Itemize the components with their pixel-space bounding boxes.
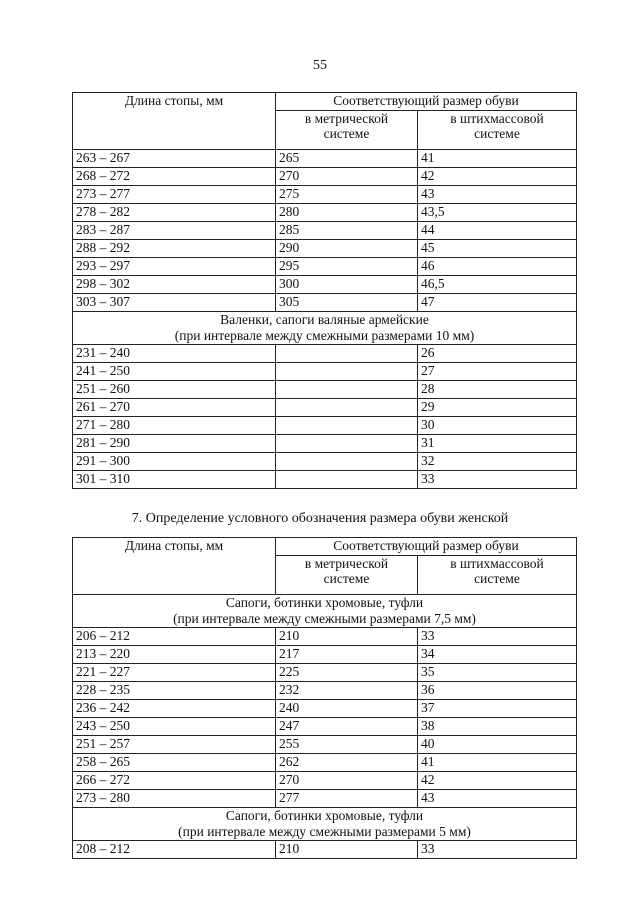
table-row	[73, 646, 577, 664]
metric-size-cell	[276, 453, 418, 471]
metric-size-cell: 270	[276, 168, 418, 186]
section-title: Сапоги, ботинки хромовые, туфли	[225, 595, 424, 610]
rows-group	[73, 345, 577, 489]
stroke-size-cell: 43	[418, 186, 577, 204]
table-row	[73, 790, 577, 808]
foot-length-cell: 301 – 310	[73, 471, 276, 489]
metric-size-cell: 247	[276, 718, 418, 736]
shoe-size-table-men	[72, 92, 577, 489]
foot-length-cell: 283 – 287	[73, 222, 276, 240]
foot-length-cell: 213 – 220	[73, 646, 276, 664]
table-row	[73, 381, 577, 399]
table-row	[73, 435, 577, 453]
section-interval-note: (при интервале между смежными размерами 10 мм)	[174, 328, 475, 343]
metric-size-cell	[276, 417, 418, 435]
section-header-chrome-boots-5	[73, 808, 577, 841]
header-stroke-line1: в штихмассовой	[450, 556, 544, 571]
foot-length-cell: 228 – 235	[73, 682, 276, 700]
table-row	[73, 258, 577, 276]
stroke-size-cell: 37	[418, 700, 577, 718]
header-foot-length: Длина стопы, мм	[73, 538, 276, 595]
metric-size-cell	[276, 381, 418, 399]
table-row	[73, 399, 577, 417]
stroke-size-cell: 34	[418, 646, 577, 664]
foot-length-cell: 273 – 280	[73, 790, 276, 808]
table-row	[73, 754, 577, 772]
foot-length-cell: 251 – 260	[73, 381, 276, 399]
stroke-size-cell: 43	[418, 790, 577, 808]
foot-length-cell: 281 – 290	[73, 435, 276, 453]
table-row	[73, 841, 577, 859]
stroke-size-cell: 38	[418, 718, 577, 736]
header-metric-system	[276, 556, 418, 595]
stroke-size-cell: 33	[418, 628, 577, 646]
stroke-size-cell: 30	[418, 417, 577, 435]
stroke-size-cell: 44	[418, 222, 577, 240]
table-row	[73, 417, 577, 435]
table-row	[73, 240, 577, 258]
table-row	[73, 664, 577, 682]
table-row	[73, 186, 577, 204]
metric-size-cell	[276, 399, 418, 417]
rows-group	[73, 841, 577, 859]
stroke-size-cell: 46,5	[418, 276, 577, 294]
metric-size-cell: 300	[276, 276, 418, 294]
stroke-size-cell: 43,5	[418, 204, 577, 222]
table-row	[73, 363, 577, 381]
metric-size-cell	[276, 435, 418, 453]
stroke-size-cell: 42	[418, 168, 577, 186]
foot-length-cell: 206 – 212	[73, 628, 276, 646]
stroke-size-cell: 42	[418, 772, 577, 790]
metric-size-cell: 285	[276, 222, 418, 240]
metric-size-cell: 280	[276, 204, 418, 222]
metric-size-cell: 277	[276, 790, 418, 808]
table-row	[73, 222, 577, 240]
metric-size-cell	[276, 471, 418, 489]
foot-length-cell: 273 – 277	[73, 186, 276, 204]
header-foot-length: Длина стопы, мм	[73, 93, 276, 150]
table-row	[73, 471, 577, 489]
header-metric-line2: системе	[323, 571, 370, 586]
foot-length-cell: 298 – 302	[73, 276, 276, 294]
section-interval-note: (при интервале между смежными размерами 7,5 мм)	[173, 611, 476, 626]
metric-size-cell: 290	[276, 240, 418, 258]
table-row	[73, 772, 577, 790]
metric-size-cell: 265	[276, 150, 418, 168]
table-row	[73, 718, 577, 736]
rows-group	[73, 150, 577, 312]
header-stroke-line2: системе	[474, 571, 520, 586]
foot-length-cell: 266 – 272	[73, 772, 276, 790]
section-7-title: 7. Определение условного обозначения размера обуви женской	[131, 511, 509, 526]
table-row	[73, 453, 577, 471]
stroke-size-cell: 41	[418, 150, 577, 168]
table-row	[73, 168, 577, 186]
section-interval-note: (при интервале между смежными размерами 5 мм)	[178, 824, 471, 839]
foot-length-cell: 258 – 265	[73, 754, 276, 772]
stroke-size-cell: 41	[418, 754, 577, 772]
stroke-size-cell: 46	[418, 258, 577, 276]
header-metric-line2: системе	[323, 126, 370, 141]
stroke-size-cell: 45	[418, 240, 577, 258]
header-stroke-line1: в штихмассовой	[450, 111, 544, 126]
table-row	[73, 150, 577, 168]
header-stroke-system	[418, 556, 577, 595]
metric-size-cell: 262	[276, 754, 418, 772]
metric-size-cell: 305	[276, 294, 418, 312]
foot-length-cell: 241 – 250	[73, 363, 276, 381]
metric-size-cell: 270	[276, 772, 418, 790]
page-number: 55	[313, 58, 327, 73]
table-row	[73, 204, 577, 222]
section-title: Валенки, сапоги валяные армейские	[220, 312, 429, 327]
table-row	[73, 294, 577, 312]
stroke-size-cell: 26	[418, 345, 577, 363]
metric-size-cell: 295	[276, 258, 418, 276]
header-metric-system	[276, 111, 418, 150]
table-row	[73, 700, 577, 718]
foot-length-cell: 208 – 212	[73, 841, 276, 859]
stroke-size-cell: 31	[418, 435, 577, 453]
section-header-felt-boots	[73, 312, 577, 345]
foot-length-cell: 243 – 250	[73, 718, 276, 736]
foot-length-cell: 221 – 227	[73, 664, 276, 682]
foot-length-cell: 236 – 242	[73, 700, 276, 718]
stroke-size-cell: 40	[418, 736, 577, 754]
metric-size-cell: 255	[276, 736, 418, 754]
metric-size-cell: 232	[276, 682, 418, 700]
foot-length-cell: 291 – 300	[73, 453, 276, 471]
shoe-size-table-women	[72, 537, 577, 859]
header-stroke-line2: системе	[474, 126, 520, 141]
header-size-group: Соответствующий размер обуви	[276, 93, 577, 111]
foot-length-cell: 278 – 282	[73, 204, 276, 222]
header-metric-line1: в метрической	[304, 556, 389, 571]
table-row	[73, 682, 577, 700]
foot-length-cell: 293 – 297	[73, 258, 276, 276]
metric-size-cell	[276, 363, 418, 381]
foot-length-cell: 261 – 270	[73, 399, 276, 417]
stroke-size-cell: 47	[418, 294, 577, 312]
table-row	[73, 345, 577, 363]
metric-size-cell: 225	[276, 664, 418, 682]
rows-group	[73, 628, 577, 808]
metric-size-cell	[276, 345, 418, 363]
stroke-size-cell: 36	[418, 682, 577, 700]
header-stroke-system	[418, 111, 577, 150]
header-size-group: Соответствующий размер обуви	[276, 538, 577, 556]
foot-length-cell: 271 – 280	[73, 417, 276, 435]
header-metric-line1: в метрической	[304, 111, 389, 126]
foot-length-cell: 288 – 292	[73, 240, 276, 258]
foot-length-cell: 231 – 240	[73, 345, 276, 363]
stroke-size-cell: 29	[418, 399, 577, 417]
foot-length-cell: 268 – 272	[73, 168, 276, 186]
stroke-size-cell: 33	[418, 841, 577, 859]
foot-length-cell: 303 – 307	[73, 294, 276, 312]
foot-length-cell: 251 – 257	[73, 736, 276, 754]
foot-length-cell: 263 – 267	[73, 150, 276, 168]
metric-size-cell: 217	[276, 646, 418, 664]
stroke-size-cell: 27	[418, 363, 577, 381]
stroke-size-cell: 35	[418, 664, 577, 682]
stroke-size-cell: 32	[418, 453, 577, 471]
section-title: Сапоги, ботинки хромовые, туфли	[225, 808, 424, 823]
stroke-size-cell: 33	[418, 471, 577, 489]
metric-size-cell: 240	[276, 700, 418, 718]
table-row	[73, 628, 577, 646]
stroke-size-cell: 28	[418, 381, 577, 399]
table-row	[73, 736, 577, 754]
metric-size-cell: 275	[276, 186, 418, 204]
metric-size-cell: 210	[276, 841, 418, 859]
section-header-chrome-boots-7-5	[73, 595, 577, 628]
table-row	[73, 276, 577, 294]
metric-size-cell: 210	[276, 628, 418, 646]
